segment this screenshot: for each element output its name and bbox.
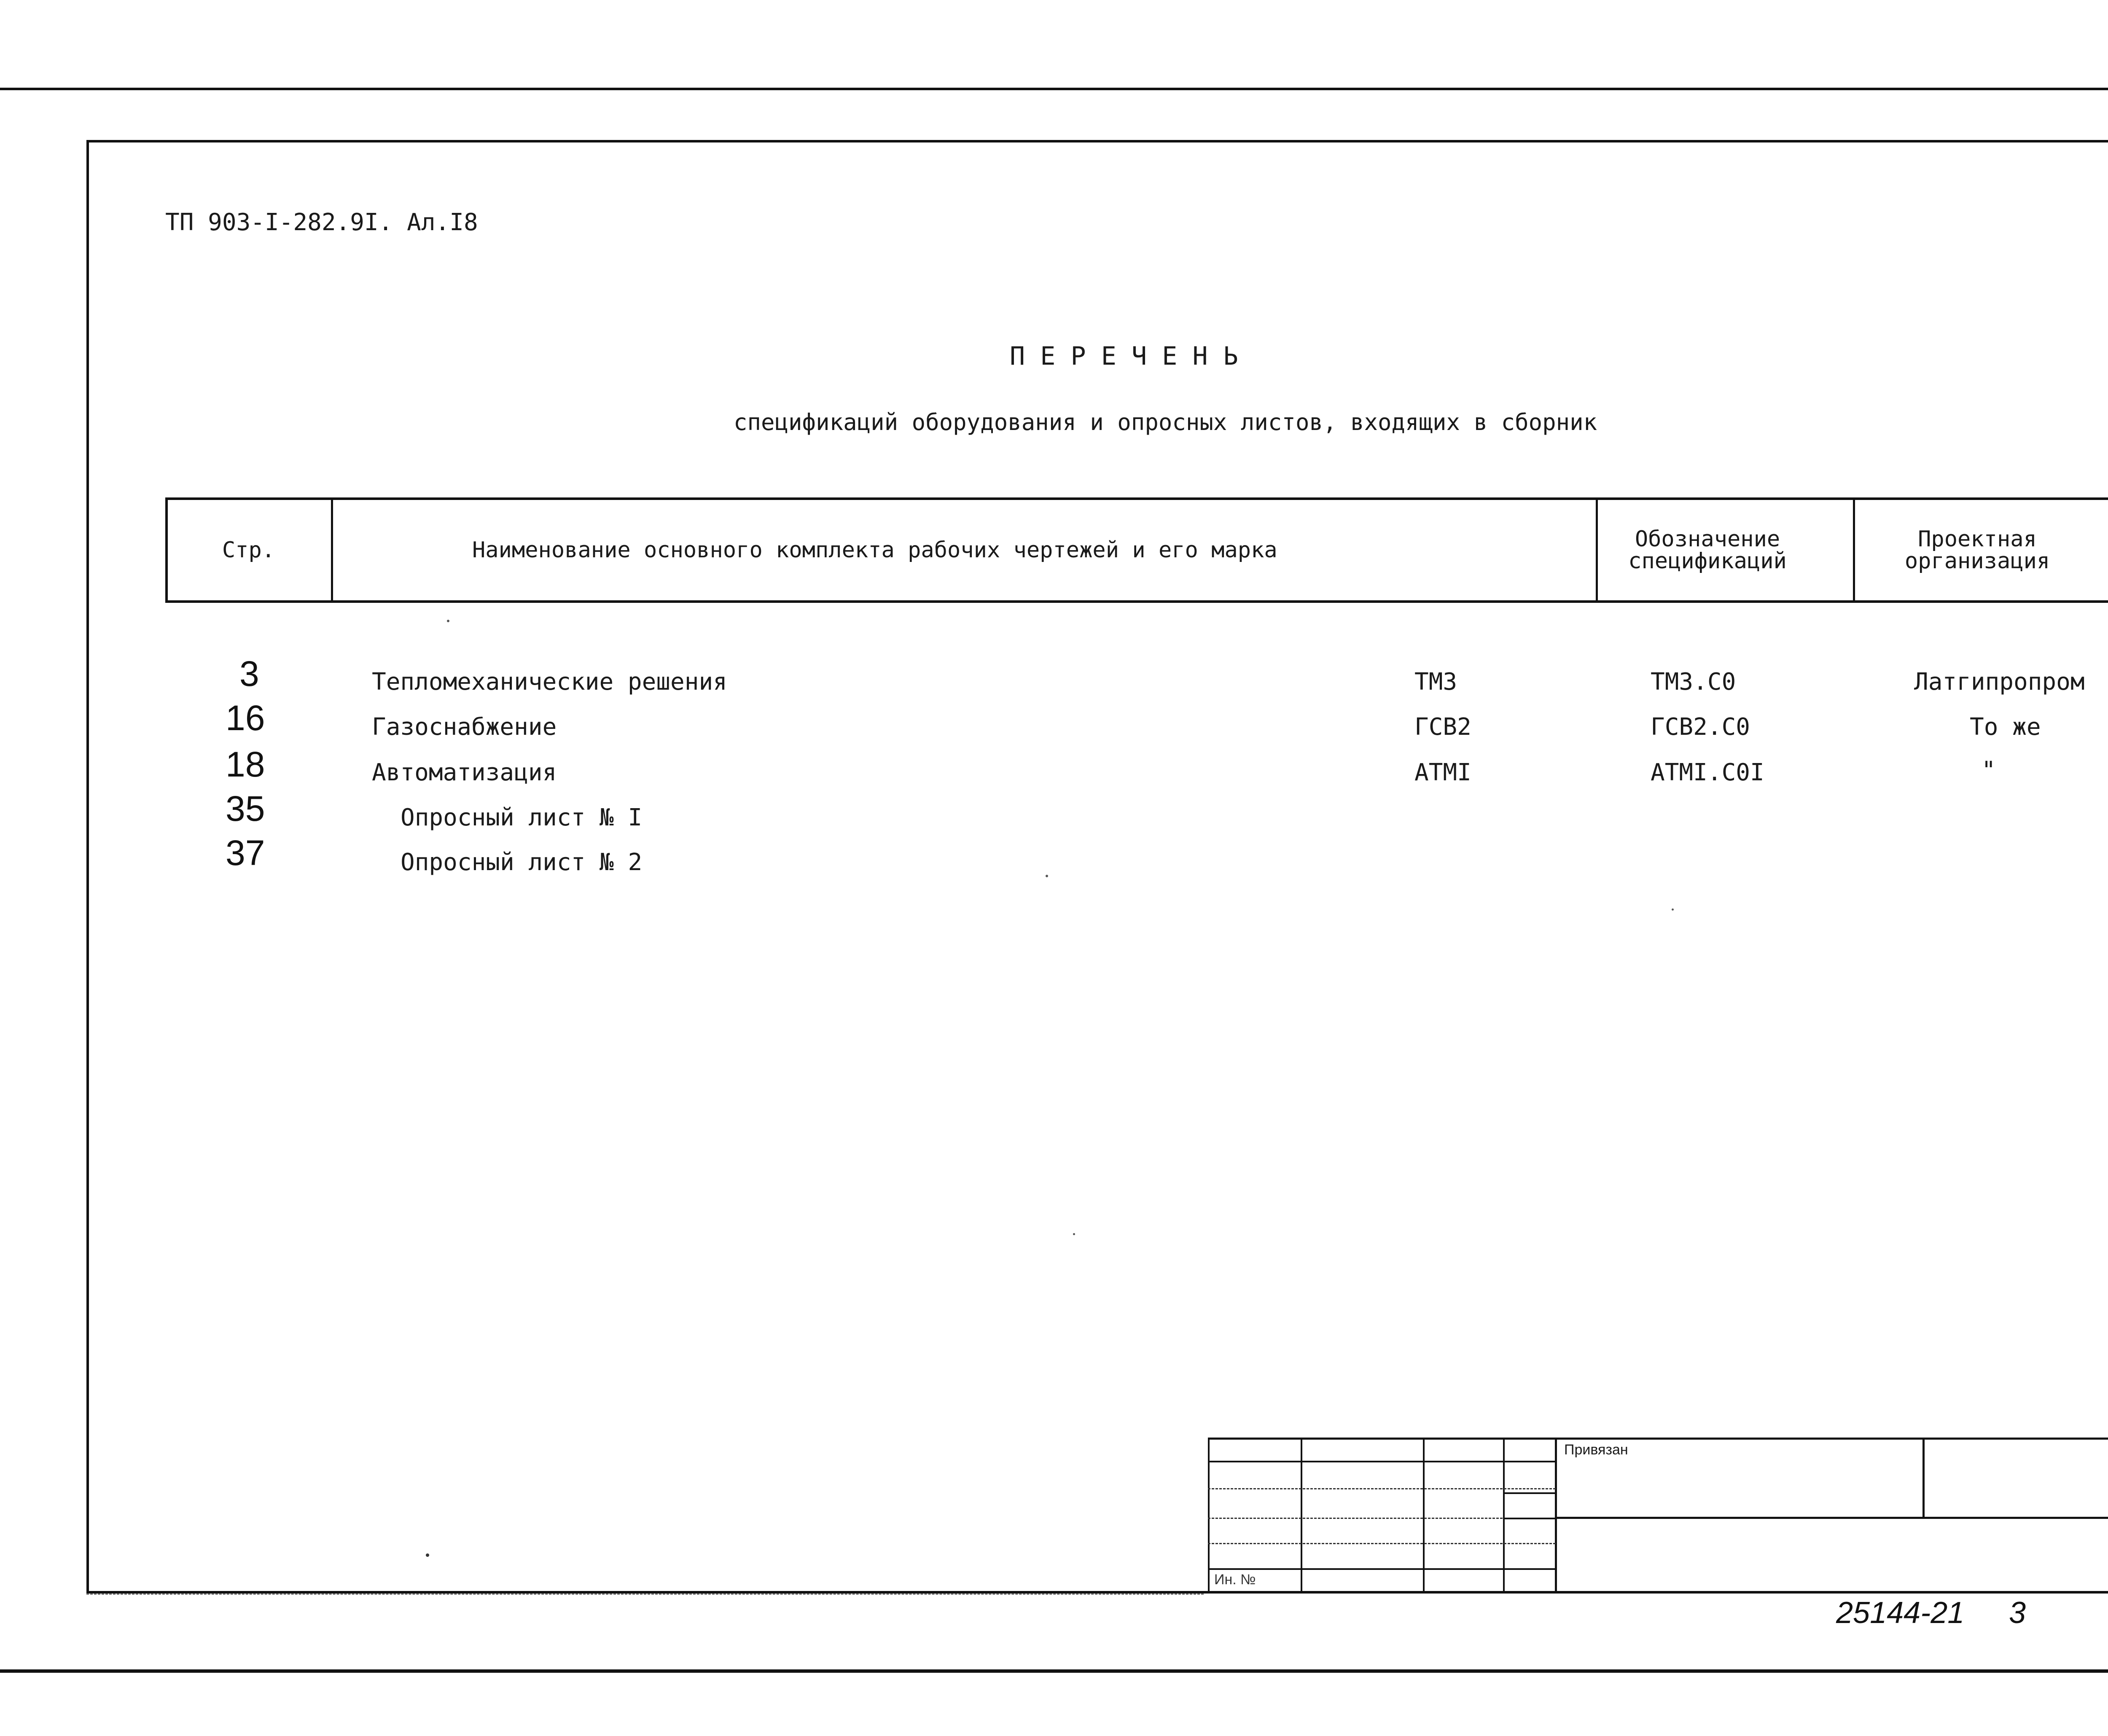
scan-speck (426, 1553, 429, 1557)
stamp-grid-h5 (1503, 1518, 1556, 1519)
scan-speck (1073, 1233, 1075, 1235)
row-org: " (1982, 757, 1996, 784)
row-name: Газоснабжение (372, 713, 557, 741)
header-col-divider-2 (1596, 497, 1598, 603)
header-page: Стр. (222, 537, 275, 563)
stamp-grid-h3 (1503, 1492, 1556, 1494)
page-subtitle: спецификаций оборудования и опросных листов, входящих в сборник (734, 409, 1597, 435)
row-page: 3 (239, 654, 259, 693)
stamp-privyazan-label: Привязан (1564, 1442, 1628, 1458)
header-organization: Проектная организация (1904, 527, 2050, 574)
header-designation: Обозначение спецификаций (1628, 527, 1787, 574)
stamp-inv-label: Ин. № (1214, 1572, 1256, 1588)
stamp-top-rule (1208, 1438, 2108, 1440)
stamp-grid-h2 (1208, 1488, 1556, 1489)
sheet-bottom-rule (0, 1669, 2108, 1673)
row-org: То же (1970, 713, 2041, 741)
page-title: П Е Р Е Ч Е Н Ь (1010, 341, 1238, 371)
stamp-mid-rule (1555, 1517, 2108, 1519)
sheet-top-rule (0, 88, 2108, 90)
row-mark: ГСВ2 (1414, 713, 1471, 741)
row-name: Автоматизация (372, 759, 557, 786)
row-page: 16 (226, 698, 265, 738)
header-col-divider-3 (1853, 497, 1855, 603)
footer-code: 25144-21 (1836, 1596, 1965, 1630)
scan-speck (1046, 875, 1048, 877)
row-page: 18 (226, 744, 265, 784)
row-spec: ТМ3.С0 (1651, 668, 1736, 696)
stamp-grid-h1 (1208, 1461, 1556, 1462)
row-org: Латгипропром (1914, 668, 2085, 696)
row-mark: АТМI (1414, 759, 1471, 786)
footer-page: 3 (2009, 1596, 2026, 1630)
stamp-grid-h6 (1208, 1543, 1556, 1544)
frame-bottom-dash (86, 1594, 1204, 1595)
row-name: Опросный лист № 2 (401, 849, 643, 876)
row-mark: ТМ3 (1414, 668, 1457, 696)
stamp-grid-h7 (1208, 1568, 1556, 1570)
row-name: Тепломеханические решения (372, 668, 727, 696)
row-spec: ГСВ2.С0 (1651, 713, 1750, 741)
doc-code: ТП 903-I-282.9I. Ал.I8 (165, 209, 478, 236)
header-name: Наименование основного комплекта рабочих чертежей и его марка (472, 537, 1277, 563)
row-page: 35 (226, 789, 265, 828)
row-spec: АТМI.С0I (1651, 759, 1764, 786)
row-page: 37 (226, 833, 265, 873)
scan-speck (1672, 908, 1674, 911)
row-name: Опросный лист № I (401, 804, 643, 831)
scan-speck (447, 620, 449, 622)
stamp-divider-right (1922, 1438, 1925, 1518)
